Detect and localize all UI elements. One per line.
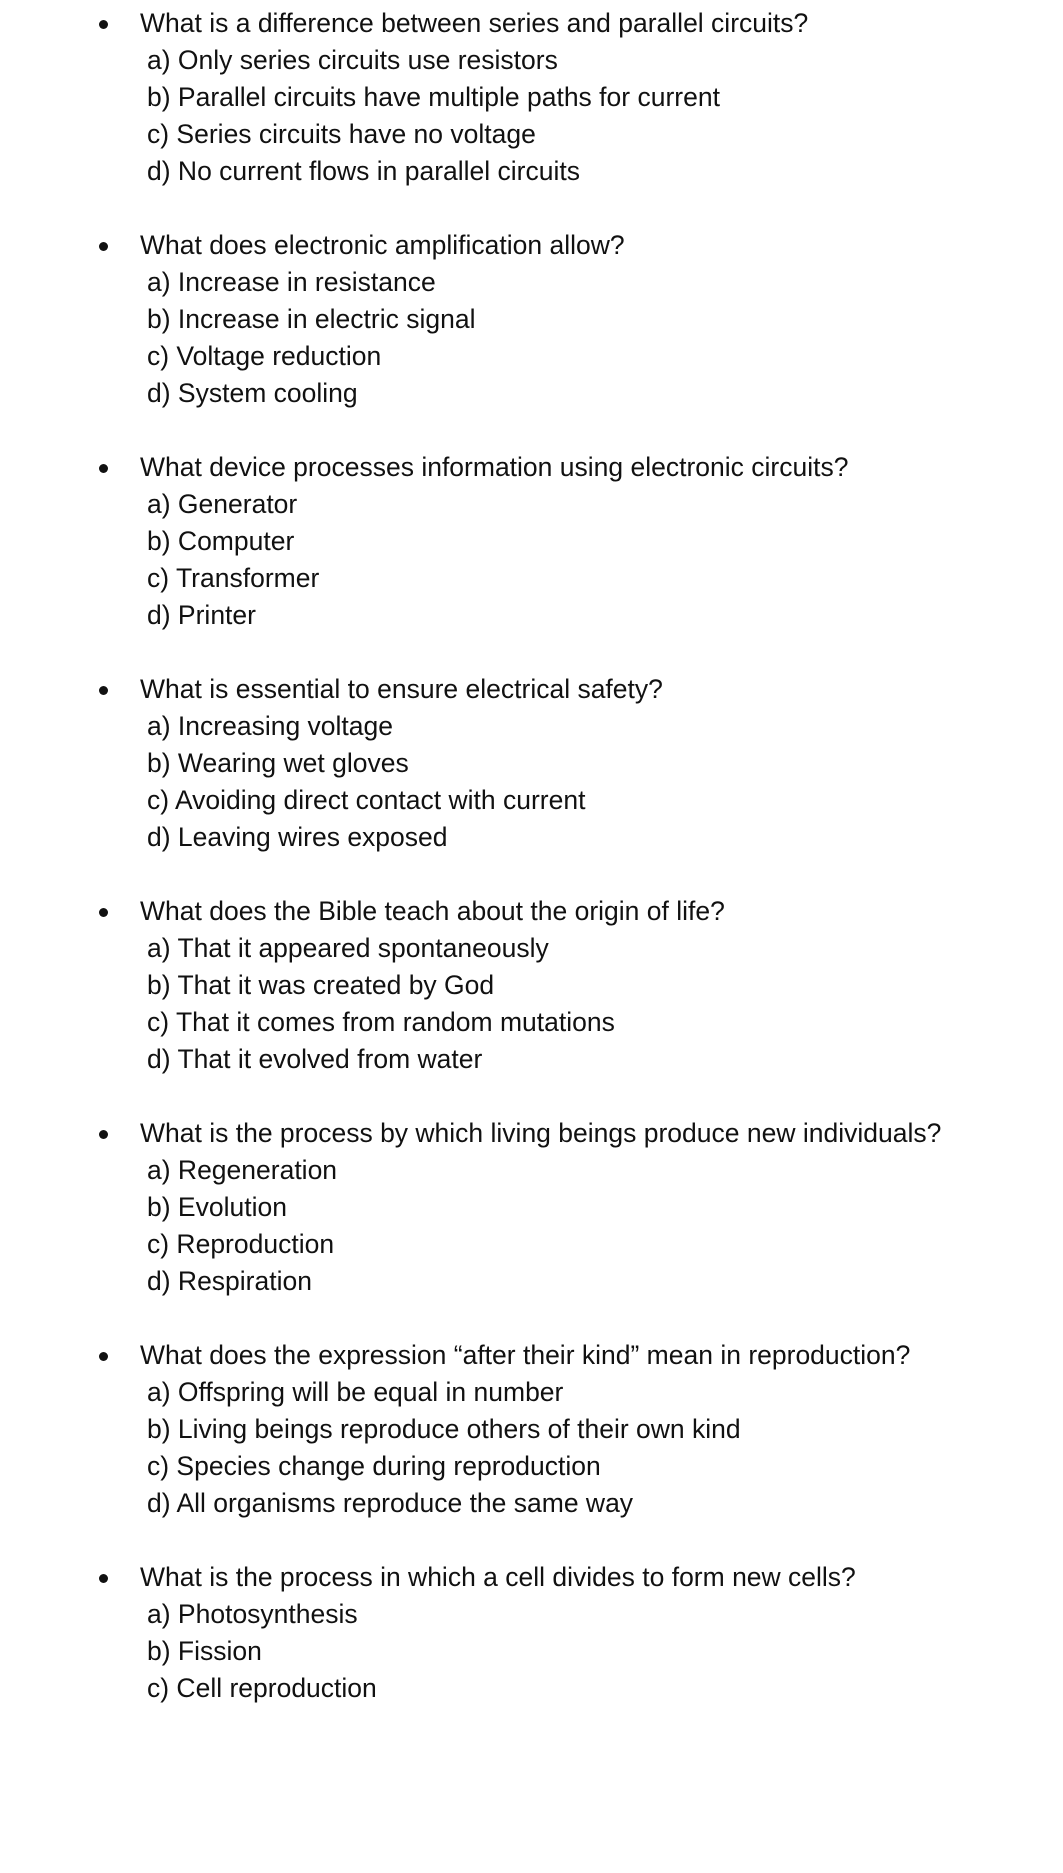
option-item: c) Species change during reproduction xyxy=(147,1451,601,1481)
option-item: a) Generator xyxy=(147,489,298,519)
option-item: d) System cooling xyxy=(147,378,358,408)
question-text: What does the Bible teach about the origin of life? xyxy=(140,896,725,926)
option-item: d) Printer xyxy=(147,600,256,630)
bullet-icon xyxy=(99,908,108,917)
option-item: d) All organisms reproduce the same way xyxy=(147,1488,634,1518)
option-list xyxy=(0,1374,1063,1522)
option-item: d) Respiration xyxy=(147,1266,312,1296)
bullet-icon xyxy=(99,1574,108,1583)
option-item: d) No current flows in parallel circuits xyxy=(147,156,580,186)
option-list xyxy=(0,708,1063,856)
option-item: a) Increase in resistance xyxy=(147,267,436,297)
option-list xyxy=(0,264,1063,412)
question-item xyxy=(0,227,1063,412)
option-item: d) Leaving wires exposed xyxy=(147,822,448,852)
option-item: b) Increase in electric signal xyxy=(147,304,476,334)
option-item: a) Increasing voltage xyxy=(147,711,394,741)
option-item: c) Cell reproduction xyxy=(147,1673,377,1703)
option-item: a) Regeneration xyxy=(147,1155,338,1185)
question-item xyxy=(0,893,1063,1078)
option-item: b) Computer xyxy=(147,526,295,556)
option-item: c) Reproduction xyxy=(147,1229,335,1259)
option-item: b) Evolution xyxy=(147,1192,287,1222)
option-list xyxy=(0,1152,1063,1300)
question-item xyxy=(0,5,1063,190)
option-list xyxy=(0,42,1063,190)
option-item: b) Parallel circuits have multiple paths for current xyxy=(147,82,720,112)
option-item: c) Transformer xyxy=(147,563,320,593)
option-item: a) Photosynthesis xyxy=(147,1599,358,1629)
question-item xyxy=(0,449,1063,634)
bullet-icon xyxy=(99,242,108,251)
bullet-icon xyxy=(99,1352,108,1361)
option-list xyxy=(0,486,1063,634)
question-text: What does the expression “after their kind” mean in reproduction? xyxy=(140,1340,911,1370)
option-list xyxy=(0,930,1063,1078)
option-item: a) Offspring will be equal in number xyxy=(147,1377,564,1407)
question-item xyxy=(0,1337,1063,1522)
option-item: b) That it was created by God xyxy=(147,970,495,1000)
question-item xyxy=(0,1559,1063,1707)
question-text: What is the process by which living beings produce new individuals? xyxy=(140,1118,942,1148)
question-text: What device processes information using electronic circuits? xyxy=(140,452,849,482)
option-item: d) That it evolved from water xyxy=(147,1044,483,1074)
option-list xyxy=(0,1596,1063,1707)
option-item: b) Fission xyxy=(147,1636,262,1666)
option-item: c) Avoiding direct contact with current xyxy=(147,785,586,815)
option-item: b) Wearing wet gloves xyxy=(147,748,409,778)
option-item: c) Series circuits have no voltage xyxy=(147,119,536,149)
question-text: What is the process in which a cell divides to form new cells? xyxy=(140,1562,856,1592)
bullet-icon xyxy=(99,464,108,473)
question-text: What is essential to ensure electrical safety? xyxy=(140,674,663,704)
option-item: a) Only series circuits use resistors xyxy=(147,45,558,75)
question-list xyxy=(0,5,1063,1744)
bullet-icon xyxy=(99,20,108,29)
option-item: a) That it appeared spontaneously xyxy=(147,933,549,963)
question-text: What is a difference between series and parallel circuits? xyxy=(140,8,809,38)
question-item xyxy=(0,671,1063,856)
option-item: b) Living beings reproduce others of their own kind xyxy=(147,1414,741,1444)
bullet-icon xyxy=(99,1130,108,1139)
option-item: c) Voltage reduction xyxy=(147,341,382,371)
question-text: What does electronic amplification allow? xyxy=(140,230,625,260)
bullet-icon xyxy=(99,686,108,695)
question-item xyxy=(0,1115,1063,1300)
option-item: c) That it comes from random mutations xyxy=(147,1007,615,1037)
